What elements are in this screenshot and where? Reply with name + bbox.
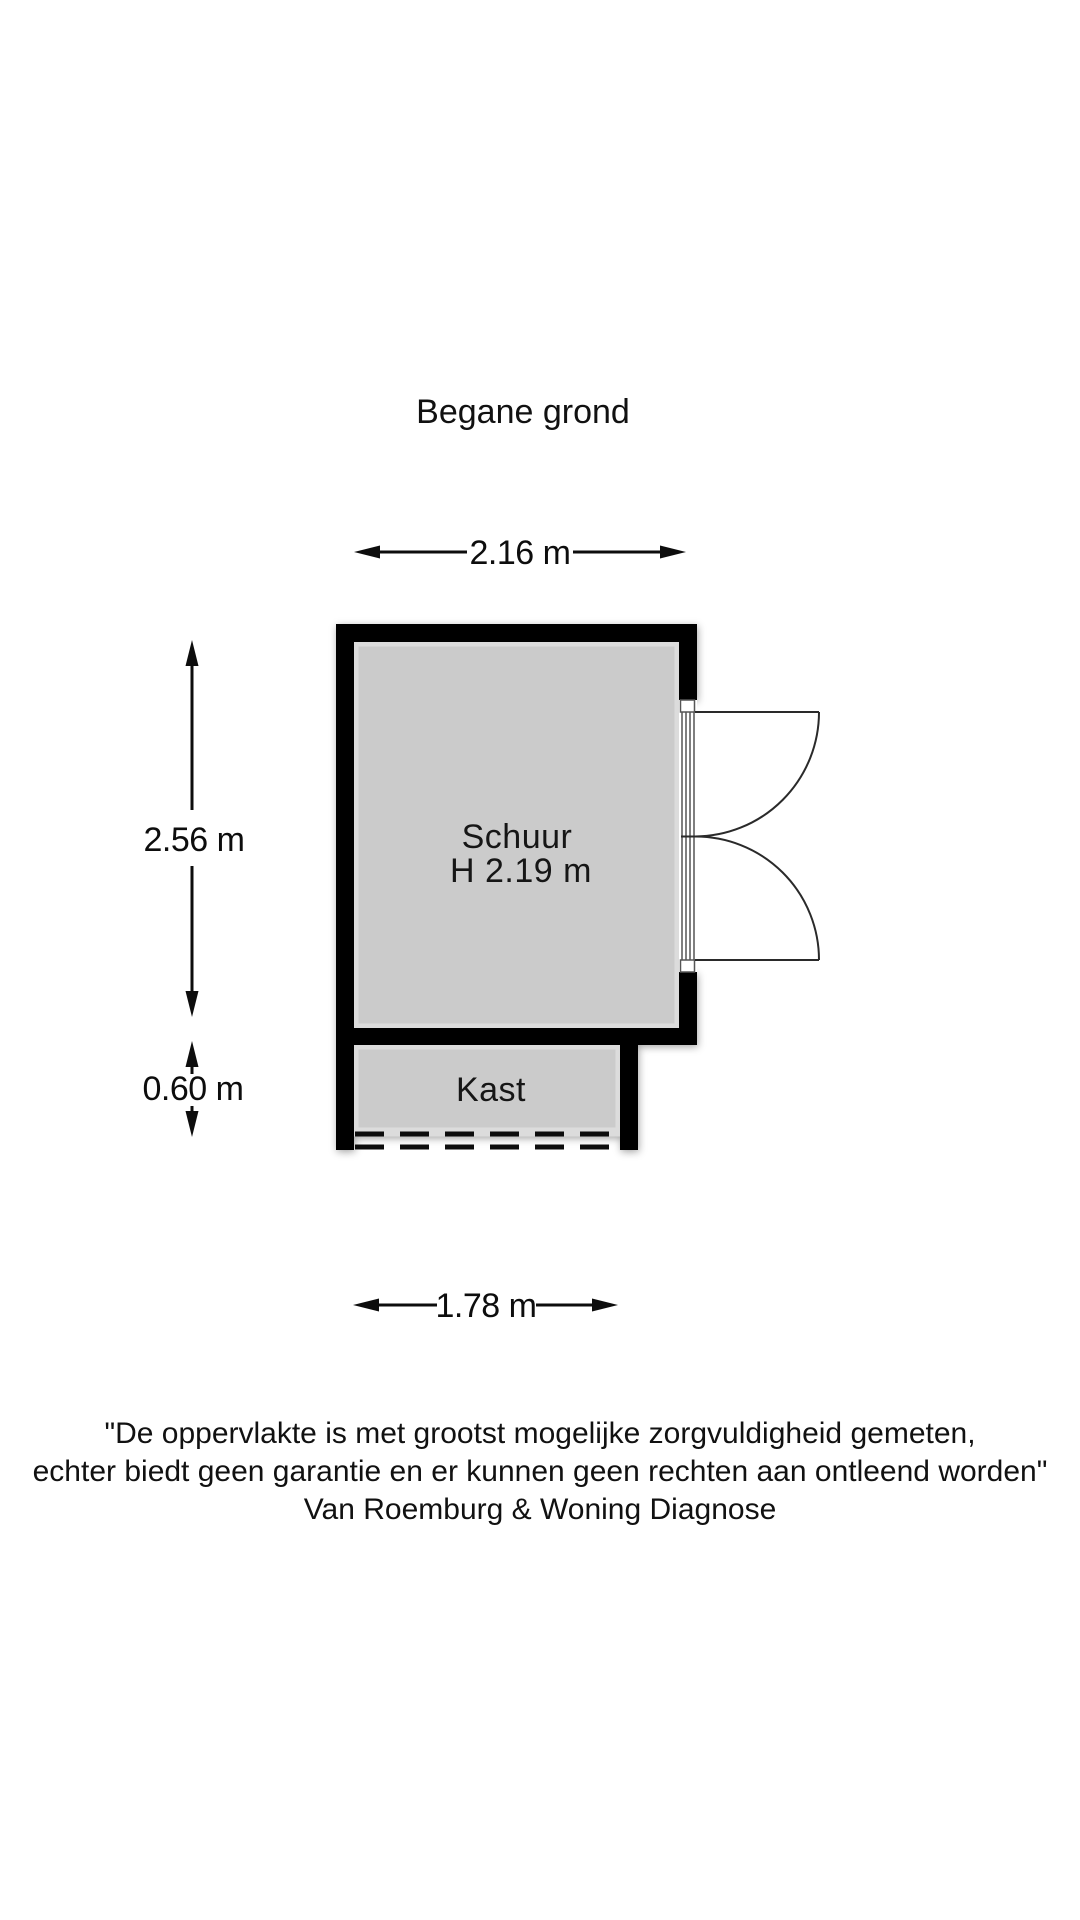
door-leaves xyxy=(681,712,819,960)
arrow-right-icon xyxy=(660,546,686,559)
dimension-bottom-width xyxy=(353,1287,618,1325)
disclaimer-line-2: echter biedt geen garantie en er kunnen geen rechten aan ontleend worden" xyxy=(32,1455,1048,1488)
wall-top xyxy=(336,624,697,642)
disclaimer xyxy=(0,1415,1080,1529)
arrow-left-icon xyxy=(353,1299,379,1312)
dimension-kast-height xyxy=(143,1041,244,1137)
dimension-top-width xyxy=(354,534,686,572)
door-jamb-top xyxy=(681,700,695,712)
wall-schuur-bottom xyxy=(336,1028,697,1045)
dim-left-height-label: 2.56 m xyxy=(143,821,245,859)
dim-top-width-label: 2.16 m xyxy=(469,534,571,572)
arrow-down-icon xyxy=(186,1111,199,1137)
wall-kast-right xyxy=(620,1045,638,1150)
schuur-label: Schuur xyxy=(461,818,573,856)
arrow-left-icon xyxy=(354,546,380,559)
disclaimer-line-3: Van Roemburg & Woning Diagnose xyxy=(303,1493,777,1526)
page-title-text: Begane grond xyxy=(416,393,630,431)
dim-bottom-width-label: 1.78 m xyxy=(435,1287,537,1325)
door-swing-bottom xyxy=(695,836,819,960)
schuur-height-label: H 2.19 m xyxy=(450,852,592,890)
door-jamb-bottom xyxy=(681,960,695,972)
wall-left xyxy=(336,624,354,1150)
arrow-up-icon xyxy=(186,640,199,666)
dim-kast-height-label: 0.60 m xyxy=(142,1070,244,1108)
arrow-up-icon xyxy=(186,1041,199,1067)
dimension-left-height xyxy=(144,640,245,1017)
double-door xyxy=(679,700,819,972)
wall-right-upper xyxy=(679,624,697,700)
arrow-down-icon xyxy=(186,991,199,1017)
door-swing-top xyxy=(695,712,819,837)
disclaimer-line-1: "De oppervlakte is met grootst mogelijke zorgvuldigheid gemeten, xyxy=(104,1417,976,1450)
kast-label: Kast xyxy=(455,1071,527,1109)
arrow-right-icon xyxy=(592,1299,618,1312)
